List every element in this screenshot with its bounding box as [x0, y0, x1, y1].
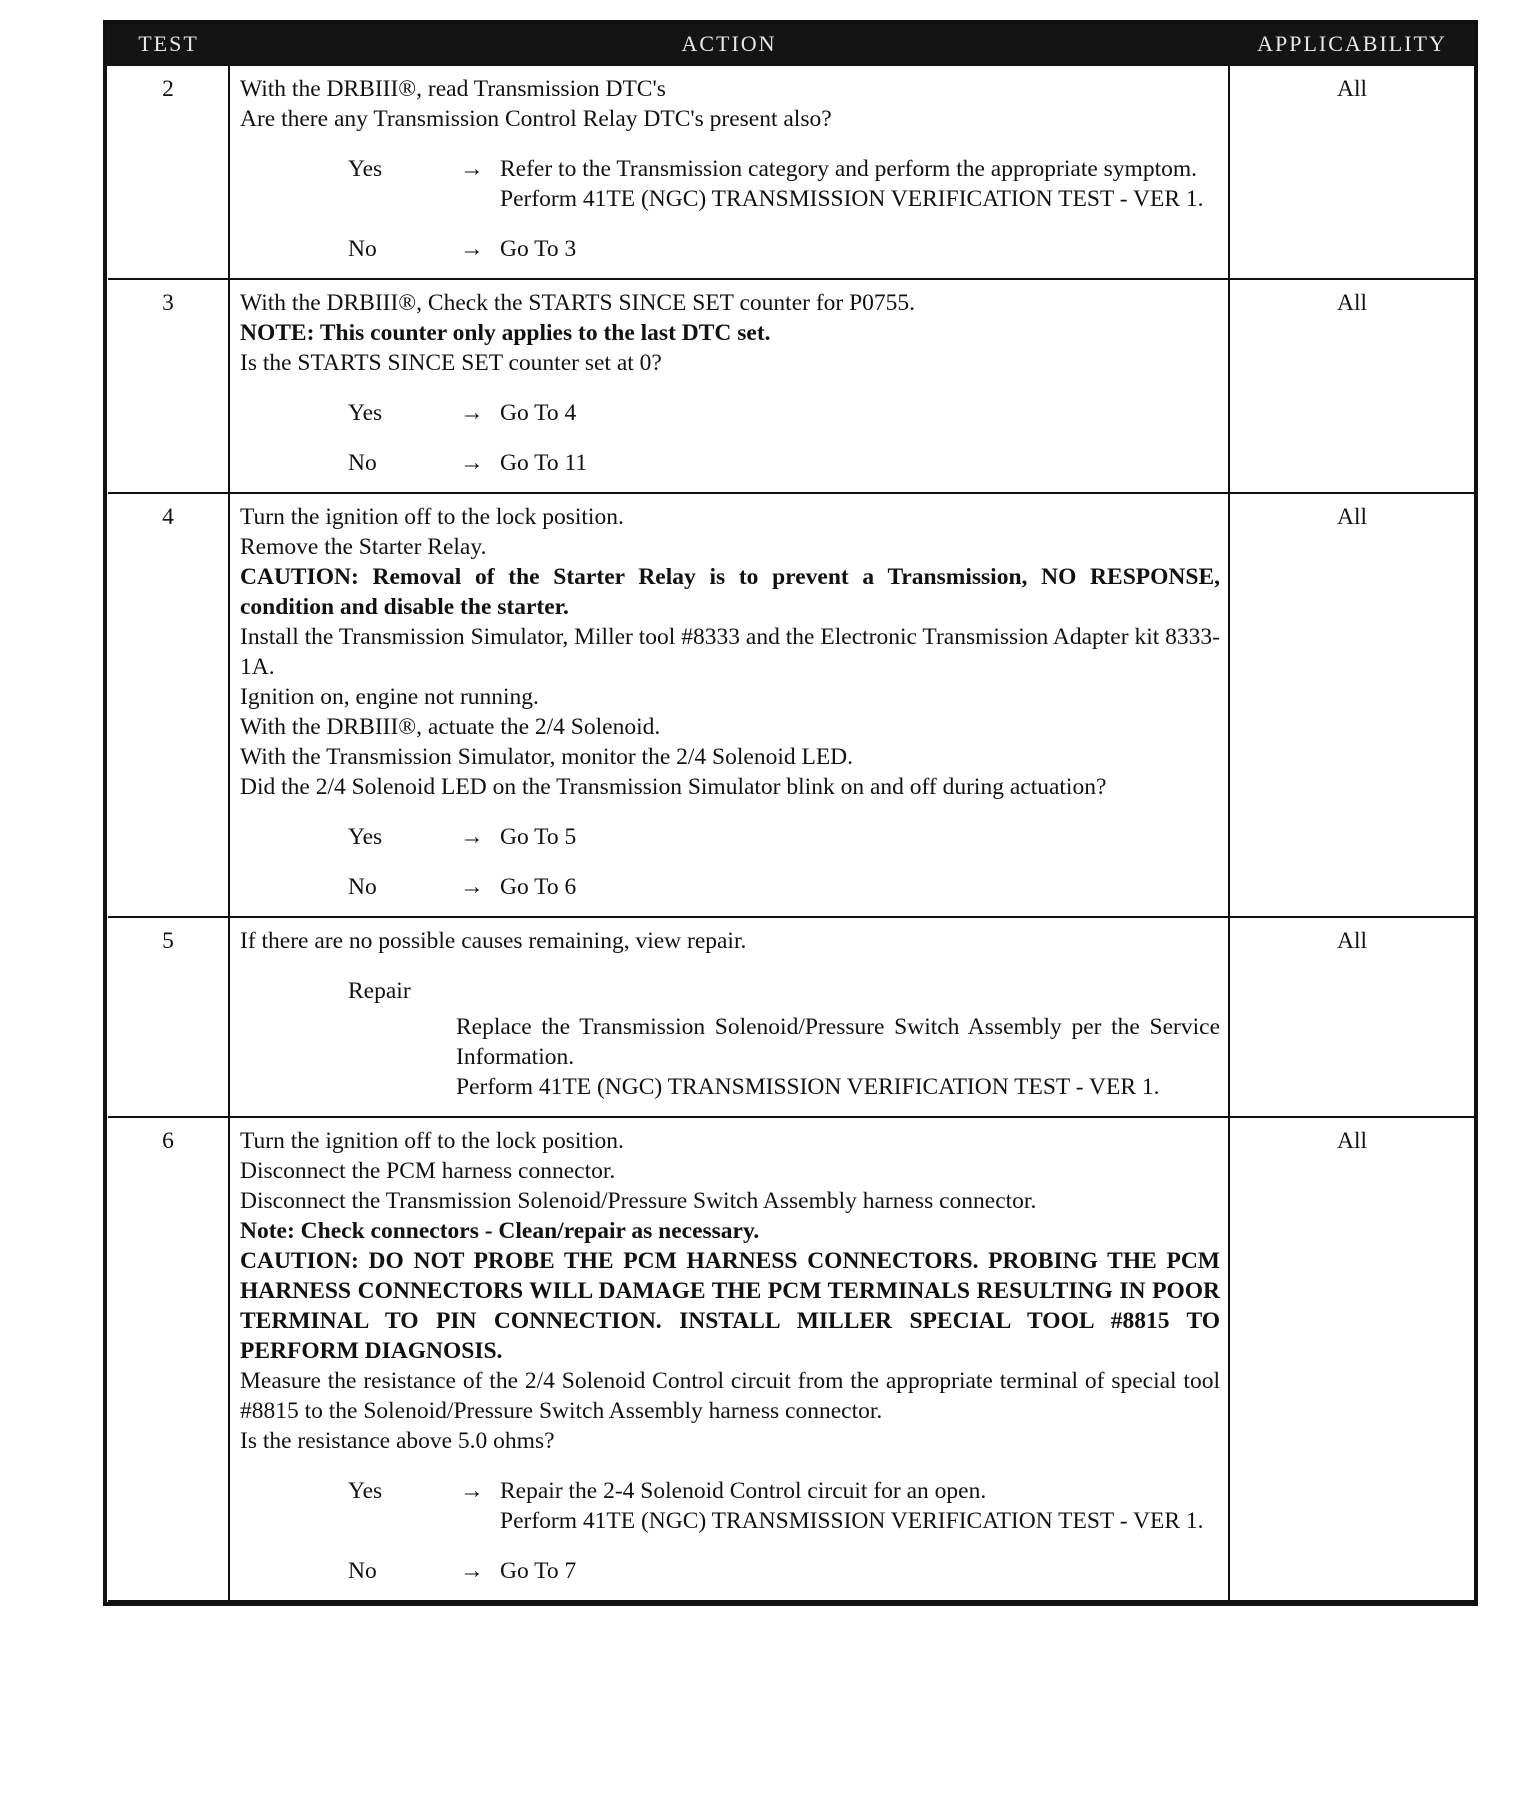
- note-line: Note: Check connectors - Clean/repair as necessary.: [240, 1218, 760, 1244]
- result-line: Perform 41TE (NGC) TRANSMISSION VERIFICATION TEST - VER 1.: [500, 1508, 1204, 1534]
- applicability-cell: All: [1229, 493, 1474, 917]
- yes-answer: [240, 1476, 1220, 1536]
- action-line: Turn the ignition off to the lock position.: [240, 504, 624, 530]
- action-line: Disconnect the Transmission Solenoid/Pressure Switch Assembly harness connector.: [240, 1188, 1037, 1214]
- arrow-icon: →: [460, 236, 484, 262]
- yes-result: [500, 1476, 1220, 1536]
- applicability-cell: All: [1229, 65, 1474, 279]
- no-label: No: [348, 450, 377, 476]
- action-line: Install the Transmission Simulator, Miller tool #8333 and the Electronic Transmission Adapter kit 8333-1A.: [240, 624, 1220, 680]
- action-line: With the DRBIII®, read Transmission DTC's: [240, 76, 666, 102]
- header-test: TEST: [108, 24, 229, 65]
- yes-result: [500, 154, 1220, 214]
- applicability-cell: All: [1229, 917, 1474, 1117]
- no-result: Go To 11: [500, 450, 588, 476]
- yes-answer: [240, 822, 1220, 852]
- no-result: Go To 6: [500, 874, 577, 900]
- arrow-icon: →: [460, 874, 484, 900]
- arrow-icon: →: [460, 450, 484, 476]
- no-result: Go To 7: [500, 1558, 577, 1584]
- table-row: [108, 65, 1474, 279]
- note-line: NOTE: This counter only applies to the last DTC set.: [240, 320, 771, 346]
- arrow-icon: →: [460, 1558, 484, 1584]
- action-line: With the Transmission Simulator, monitor the 2/4 Solenoid LED.: [240, 744, 854, 770]
- repair-body: [240, 1012, 1220, 1102]
- action-line: If there are no possible causes remaining, view repair.: [240, 928, 747, 954]
- repair-line: Replace the Transmission Solenoid/Pressure Switch Assembly per the Service Information.: [456, 1014, 1220, 1070]
- header-action: ACTION: [229, 24, 1229, 65]
- table-row: [108, 493, 1474, 917]
- caution-line: CAUTION: DO NOT PROBE THE PCM HARNESS CONNECTORS. PROBING THE PCM HARNESS CONNECTORS WILL DAMAGE THE PCM TERMINALS RESULTING IN POOR TERMINAL TO PIN CONNECTION. INSTALL MILLER SPECIAL TOOL #8815 TO PERFORM DIAGNOSIS.: [240, 1248, 1220, 1364]
- action-line: Measure the resistance of the 2/4 Solenoid Control circuit from the appropriate terminal of special tool #8815 to the Solenoid/Pressure Switch Assembly harness connector.: [240, 1368, 1220, 1424]
- caution-line: CAUTION: Removal of the Starter Relay is to prevent a Transmission, NO RESPONSE, condition and disable the starter.: [240, 564, 1220, 620]
- no-result: Go To 3: [500, 236, 577, 262]
- yes-result: Go To 5: [500, 824, 577, 850]
- yes-label: Yes: [348, 400, 383, 426]
- action-line: Did the 2/4 Solenoid LED on the Transmission Simulator blink on and off during actuation?: [240, 774, 1107, 800]
- no-answer: [240, 234, 1220, 264]
- test-table: [107, 24, 1474, 1602]
- no-answer: [240, 448, 1220, 478]
- no-label: No: [348, 236, 377, 262]
- yes-answer: [240, 398, 1220, 428]
- table-row: [108, 1117, 1474, 1601]
- no-answer: [240, 872, 1220, 902]
- table-header: [108, 24, 1474, 65]
- table-row: [108, 279, 1474, 493]
- diagnostic-test-table: [103, 20, 1478, 1606]
- no-label: No: [348, 874, 377, 900]
- result-line: Refer to the Transmission category and perform the appropriate symptom.: [500, 156, 1198, 182]
- action-line: Is the resistance above 5.0 ohms?: [240, 1428, 555, 1454]
- yes-result: Go To 4: [500, 400, 577, 426]
- action-line: Turn the ignition off to the lock position.: [240, 1128, 624, 1154]
- no-answer: [240, 1556, 1220, 1586]
- test-number: 6: [108, 1117, 229, 1601]
- result-line: Repair the 2-4 Solenoid Control circuit for an open.: [500, 1478, 987, 1504]
- arrow-icon: →: [460, 1478, 484, 1504]
- action-cell: [229, 65, 1229, 279]
- header-row: [108, 24, 1474, 65]
- header-applicability: APPLICABILITY: [1229, 24, 1474, 65]
- action-line: With the DRBIII®, Check the STARTS SINCE SET counter for P0755.: [240, 290, 916, 316]
- action-line: With the DRBIII®, actuate the 2/4 Solenoid.: [240, 714, 661, 740]
- arrow-icon: →: [460, 400, 484, 426]
- test-number: 2: [108, 65, 229, 279]
- arrow-icon: →: [460, 824, 484, 850]
- yes-answer: [240, 154, 1220, 214]
- applicability-cell: All: [1229, 1117, 1474, 1601]
- yes-label: Yes: [348, 824, 383, 850]
- table-row: [108, 917, 1474, 1117]
- action-line: Are there any Transmission Control Relay DTC's present also?: [240, 106, 832, 132]
- test-number: 5: [108, 917, 229, 1117]
- action-line: Remove the Starter Relay.: [240, 534, 487, 560]
- arrow-icon: →: [460, 156, 484, 182]
- action-line: Ignition on, engine not running.: [240, 684, 539, 710]
- yes-label: Yes: [348, 156, 383, 182]
- action-line: Is the STARTS SINCE SET counter set at 0?: [240, 350, 662, 376]
- repair-label: Repair: [348, 978, 411, 1004]
- yes-label: Yes: [348, 1478, 383, 1504]
- action-line: Disconnect the PCM harness connector.: [240, 1158, 616, 1184]
- action-cell: [229, 1117, 1229, 1601]
- test-number: 3: [108, 279, 229, 493]
- repair-line: Perform 41TE (NGC) TRANSMISSION VERIFICATION TEST - VER 1.: [456, 1074, 1160, 1100]
- no-label: No: [348, 1558, 377, 1584]
- result-line: Perform 41TE (NGC) TRANSMISSION VERIFICATION TEST - VER 1.: [500, 186, 1204, 212]
- action-cell: [229, 917, 1229, 1117]
- test-number: 4: [108, 493, 229, 917]
- action-cell: [229, 279, 1229, 493]
- action-cell: [229, 493, 1229, 917]
- applicability-cell: All: [1229, 279, 1474, 493]
